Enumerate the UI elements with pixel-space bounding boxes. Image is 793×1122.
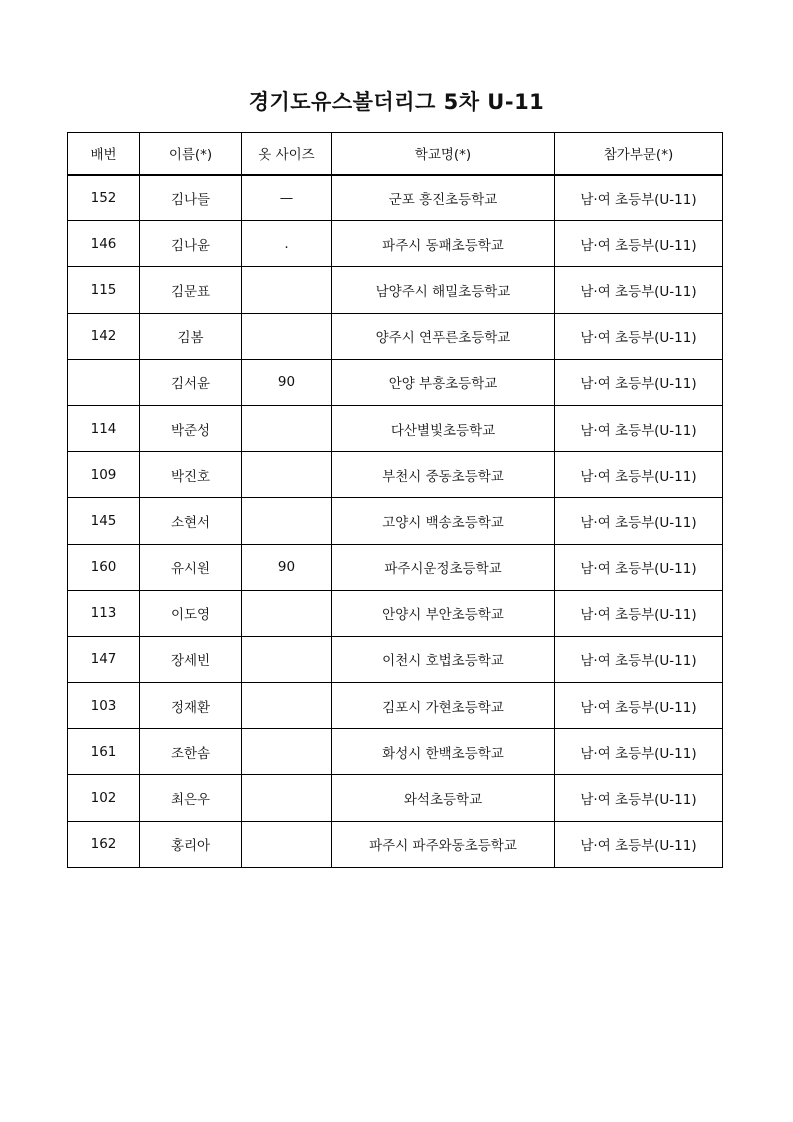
table-row xyxy=(68,175,723,221)
cell-division: 남·여 초등부(U-11) xyxy=(555,544,723,590)
cell-clothing-size: . xyxy=(242,221,332,267)
cell-division: 남·여 초등부(U-11) xyxy=(555,729,723,775)
table-row xyxy=(68,452,723,498)
table-row xyxy=(68,544,723,590)
cell-number: 160 xyxy=(68,544,140,590)
cell-division: 남·여 초등부(U-11) xyxy=(555,775,723,821)
cell-school: 다산별빛초등학교 xyxy=(332,405,555,451)
cell-number: 142 xyxy=(68,313,140,359)
cell-division: 남·여 초등부(U-11) xyxy=(555,313,723,359)
header-row xyxy=(68,133,723,175)
cell-division: 남·여 초등부(U-11) xyxy=(555,267,723,313)
table-row xyxy=(68,683,723,729)
header-division: 참가부문(*) xyxy=(555,133,723,175)
cell-school: 와석초등학교 xyxy=(332,775,555,821)
table-row xyxy=(68,267,723,313)
cell-division: 남·여 초등부(U-11) xyxy=(555,683,723,729)
table-row xyxy=(68,775,723,821)
cell-number: 147 xyxy=(68,636,140,682)
page-title: 경기도유스볼더리그 5차 U-11 xyxy=(248,90,545,114)
cell-number: 162 xyxy=(68,821,140,867)
cell-division: 남·여 초등부(U-11) xyxy=(555,636,723,682)
table-row xyxy=(68,636,723,682)
cell-clothing-size xyxy=(242,821,332,867)
cell-clothing-size xyxy=(242,683,332,729)
cell-division: 남·여 초등부(U-11) xyxy=(555,590,723,636)
cell-clothing-size xyxy=(242,590,332,636)
cell-clothing-size: 90 xyxy=(242,359,332,405)
table-header xyxy=(68,133,723,175)
cell-school: 화성시 한백초등학교 xyxy=(332,729,555,775)
cell-name: 최은우 xyxy=(140,775,242,821)
header-clothing-size: 옷 사이즈 xyxy=(242,133,332,175)
cell-division: 남·여 초등부(U-11) xyxy=(555,498,723,544)
cell-division: 남·여 초등부(U-11) xyxy=(555,821,723,867)
cell-number: 102 xyxy=(68,775,140,821)
cell-school: 군포 흥진초등학교 xyxy=(332,175,555,221)
cell-name: 이도영 xyxy=(140,590,242,636)
cell-number: 109 xyxy=(68,452,140,498)
header-school: 학교명(*) xyxy=(332,133,555,175)
cell-name: 홍리아 xyxy=(140,821,242,867)
cell-name: 정재환 xyxy=(140,683,242,729)
cell-clothing-size xyxy=(242,267,332,313)
cell-clothing-size xyxy=(242,405,332,451)
cell-name: 김서윤 xyxy=(140,359,242,405)
cell-name: 유시원 xyxy=(140,544,242,590)
table-row xyxy=(68,221,723,267)
cell-division: 남·여 초등부(U-11) xyxy=(555,221,723,267)
table-row xyxy=(68,405,723,451)
cell-division: 남·여 초등부(U-11) xyxy=(555,405,723,451)
cell-clothing-size xyxy=(242,729,332,775)
cell-school: 김포시 가현초등학교 xyxy=(332,683,555,729)
table-row xyxy=(68,359,723,405)
cell-name: 조한솜 xyxy=(140,729,242,775)
cell-school: 남양주시 해밀초등학교 xyxy=(332,267,555,313)
cell-clothing-size: — xyxy=(242,175,332,221)
cell-name: 김문표 xyxy=(140,267,242,313)
cell-clothing-size xyxy=(242,775,332,821)
cell-school: 고양시 백송초등학교 xyxy=(332,498,555,544)
cell-number: 146 xyxy=(68,221,140,267)
cell-number: 145 xyxy=(68,498,140,544)
cell-clothing-size xyxy=(242,313,332,359)
cell-division: 남·여 초등부(U-11) xyxy=(555,359,723,405)
cell-number: 152 xyxy=(68,175,140,221)
cell-school: 안양시 부안초등학교 xyxy=(332,590,555,636)
cell-number: 115 xyxy=(68,267,140,313)
header-number: 배번 xyxy=(68,133,140,175)
cell-clothing-size xyxy=(242,452,332,498)
cell-school: 파주시 동패초등학교 xyxy=(332,221,555,267)
cell-name: 김나들 xyxy=(140,175,242,221)
table-row xyxy=(68,729,723,775)
header-name: 이름(*) xyxy=(140,133,242,175)
table-row xyxy=(68,590,723,636)
cell-name: 김봄 xyxy=(140,313,242,359)
roster-table xyxy=(67,132,723,868)
table-row xyxy=(68,498,723,544)
table-row xyxy=(68,313,723,359)
cell-clothing-size: 90 xyxy=(242,544,332,590)
cell-school: 양주시 연푸른초등학교 xyxy=(332,313,555,359)
cell-school: 안양 부흥초등학교 xyxy=(332,359,555,405)
cell-number xyxy=(68,359,140,405)
cell-number: 114 xyxy=(68,405,140,451)
cell-number: 103 xyxy=(68,683,140,729)
cell-name: 소현서 xyxy=(140,498,242,544)
cell-name: 박진호 xyxy=(140,452,242,498)
cell-name: 장세빈 xyxy=(140,636,242,682)
cell-number: 161 xyxy=(68,729,140,775)
cell-school: 파주시 파주와동초등학교 xyxy=(332,821,555,867)
cell-school: 이천시 호법초등학교 xyxy=(332,636,555,682)
cell-number: 113 xyxy=(68,590,140,636)
cell-division: 남·여 초등부(U-11) xyxy=(555,452,723,498)
cell-school: 부천시 중동초등학교 xyxy=(332,452,555,498)
cell-name: 박준성 xyxy=(140,405,242,451)
table-row xyxy=(68,821,723,867)
cell-clothing-size xyxy=(242,498,332,544)
cell-division: 남·여 초등부(U-11) xyxy=(555,175,723,221)
cell-name: 김나윤 xyxy=(140,221,242,267)
cell-school: 파주시운정초등학교 xyxy=(332,544,555,590)
cell-clothing-size xyxy=(242,636,332,682)
table-body xyxy=(68,175,723,868)
